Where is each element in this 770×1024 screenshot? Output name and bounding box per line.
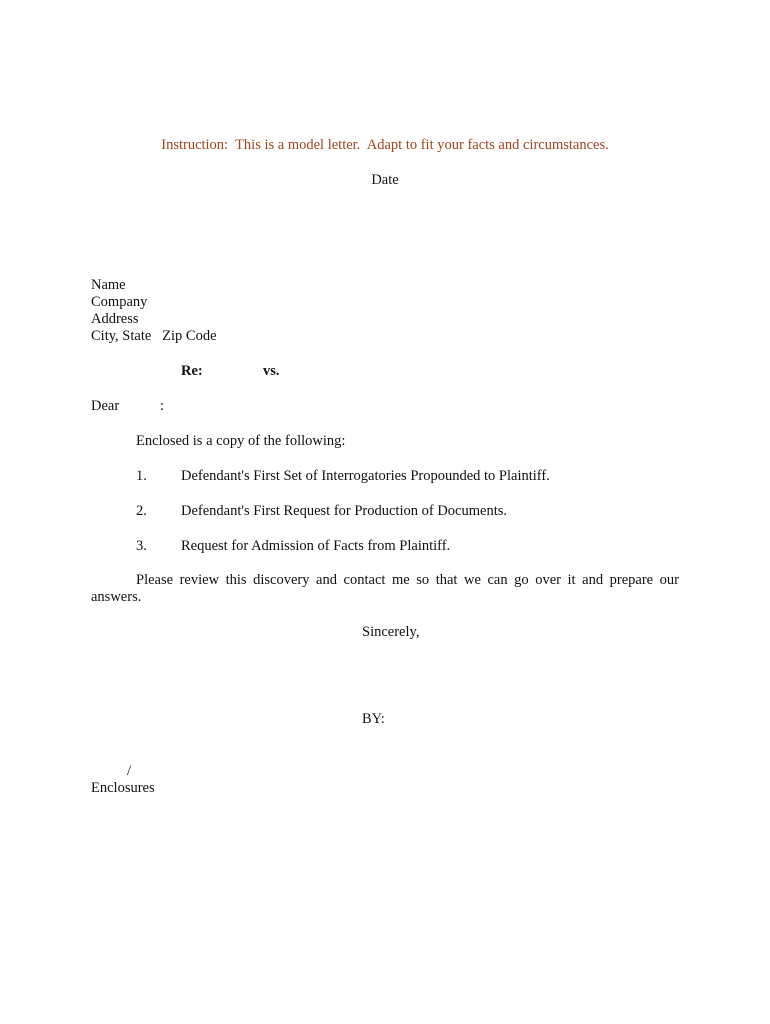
list-item-number: 1. xyxy=(136,468,147,484)
salutation-colon: : xyxy=(160,398,165,414)
re-label: Re: xyxy=(181,363,203,379)
recipient-address: Address xyxy=(91,311,139,327)
letter-date: Date xyxy=(371,172,399,188)
salutation xyxy=(91,398,165,415)
list-item-text: Defendant's First Set of Interrogatories Propounded to Plaintiff. xyxy=(181,468,550,484)
re-line xyxy=(181,363,280,380)
intro-sentence: Enclosed is a copy of the following: xyxy=(136,433,346,449)
salutation-dear: Dear xyxy=(91,398,120,414)
enclosures-label: Enclosures xyxy=(91,780,155,796)
instruction-note: Instruction: This is a model letter. Adapt to fit your facts and circumstances. xyxy=(161,137,609,153)
closing-paragraph: Please review this discovery and contact me so that we can go over it and prepare our answers. xyxy=(91,572,679,605)
recipient-name: Name xyxy=(91,277,126,293)
sign-off: Sincerely, xyxy=(362,624,420,640)
recipient-city-state-zip: City, State Zip Code xyxy=(91,328,217,344)
list-item-number: 3. xyxy=(136,538,147,554)
initials-slash: / xyxy=(127,763,132,779)
list-item-text: Defendant's First Request for Production of Documents. xyxy=(181,503,507,519)
list-item-number: 2. xyxy=(136,503,147,519)
signature-by-line: BY: xyxy=(362,711,385,727)
list-item-text: Request for Admission of Facts from Plaintiff. xyxy=(181,538,451,554)
re-vs: vs. xyxy=(263,363,280,379)
recipient-company: Company xyxy=(91,294,148,310)
